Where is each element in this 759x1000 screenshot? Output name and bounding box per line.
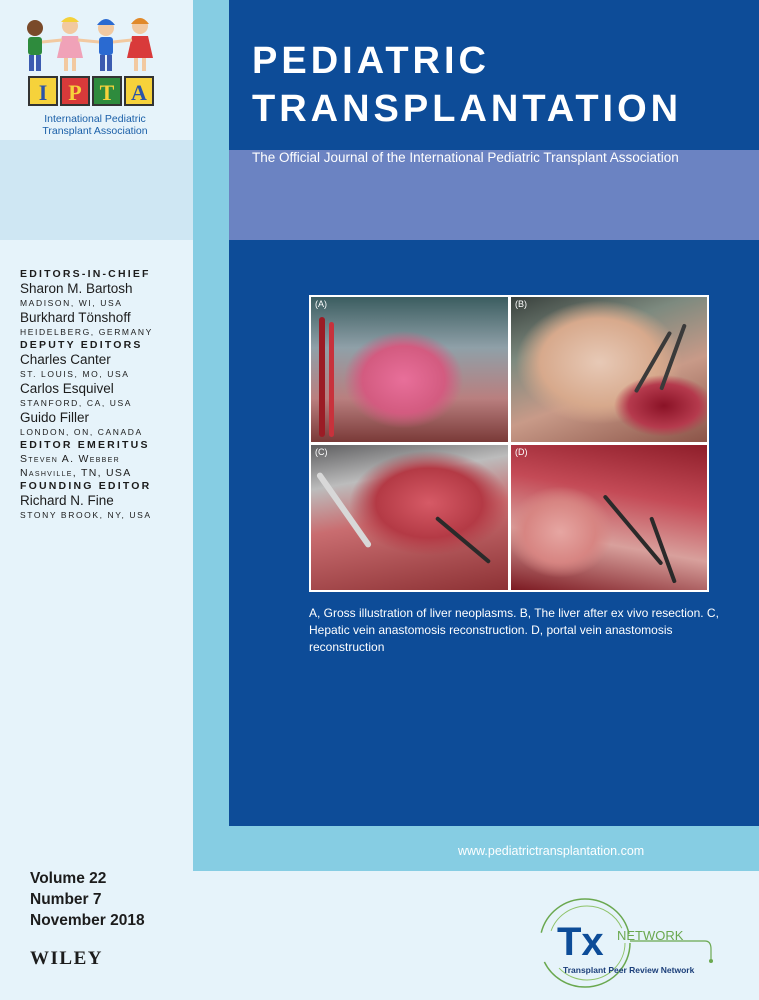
editors-in-chief-heading: EDITORS-IN-CHIEF xyxy=(20,268,151,280)
logo-block-i: I xyxy=(28,76,58,106)
figure-panel-c xyxy=(311,445,508,590)
editor-location: HEIDELBERG, GERMANY xyxy=(20,327,153,337)
editor-name: Richard N. Fine xyxy=(20,493,114,508)
panel-label-c: (C) xyxy=(315,447,328,457)
journal-title-line1: PEDIATRIC xyxy=(252,40,490,82)
editor-emeritus-heading: EDITOR EMERITUS xyxy=(20,439,150,451)
ipta-name-line1: International Pediatric xyxy=(44,113,146,125)
figure-caption: A, Gross illustration of liver neoplasms. B, The liver after ex vivo resection. C, Hepatic vein anastomosis reconstruction. D, portal vein anastomosis reconstruction xyxy=(309,606,719,654)
editor-name: Charles Canter xyxy=(20,352,111,367)
publisher-logo: WILEY xyxy=(30,948,103,969)
journal-title-line2: TRANSPLANTATION xyxy=(252,88,683,130)
editor-name: Carlos Esquivel xyxy=(20,381,114,396)
panel-label-a: (A) xyxy=(315,299,327,309)
light-blue-stripe xyxy=(193,0,229,240)
editor-emeritus-name: Steven A. Webber xyxy=(20,453,120,465)
panel-label-b: (B) xyxy=(515,299,527,309)
deputy-editors-heading: DEPUTY EDITORS xyxy=(20,339,143,351)
cover-figure xyxy=(309,295,709,592)
issue-volume: Volume 22 xyxy=(30,870,107,887)
editor-location: STONY BROOK, NY, USA xyxy=(20,510,152,520)
tx-network-logo xyxy=(535,893,715,993)
founding-editor-heading: FOUNDING EDITOR xyxy=(20,480,152,492)
tx-network-emblem-icon xyxy=(535,893,715,993)
editor-name: Sharon M. Bartosh xyxy=(20,281,133,296)
figure-panel-d xyxy=(511,445,707,590)
journal-subtitle: The Official Journal of the International Pediatric Transplant Association xyxy=(252,150,679,165)
issue-info xyxy=(30,868,145,931)
editor-location: LONDON, ON, CANADA xyxy=(20,427,143,437)
figure-panel-a xyxy=(311,297,508,442)
editor-location: ST. LOUIS, MO, USA xyxy=(20,369,130,379)
issue-number: Number 7 xyxy=(30,891,102,908)
panel-label-d: (D) xyxy=(515,447,528,457)
network-text: NETWORK xyxy=(617,928,684,943)
issue-date: November 2018 xyxy=(30,912,145,929)
journal-url[interactable]: www.pediatrictransplantation.com xyxy=(458,844,645,858)
ipta-name-line2: Transplant Association xyxy=(42,125,148,137)
logo-block-a: A xyxy=(124,76,154,106)
tx-tagline: Transplant Peer Review Network xyxy=(563,965,695,975)
editor-emeritus-location: Nashville, TN, USA xyxy=(20,467,132,479)
left-mid-panel xyxy=(0,140,193,240)
children-illustration-icon xyxy=(18,10,168,80)
logo-block-t: T xyxy=(92,76,122,106)
logo-block-p: P xyxy=(60,76,90,106)
figure-panel-b xyxy=(511,297,707,442)
tx-text: Tx xyxy=(557,920,604,964)
editor-name: Guido Filler xyxy=(20,410,90,425)
editor-location: STANFORD, CA, USA xyxy=(20,398,133,408)
editor-name: Burkhard Tönshoff xyxy=(20,310,131,325)
editor-location: MADISON, WI, USA xyxy=(20,298,123,308)
editorial-board xyxy=(20,268,192,522)
ipta-name xyxy=(30,113,160,137)
